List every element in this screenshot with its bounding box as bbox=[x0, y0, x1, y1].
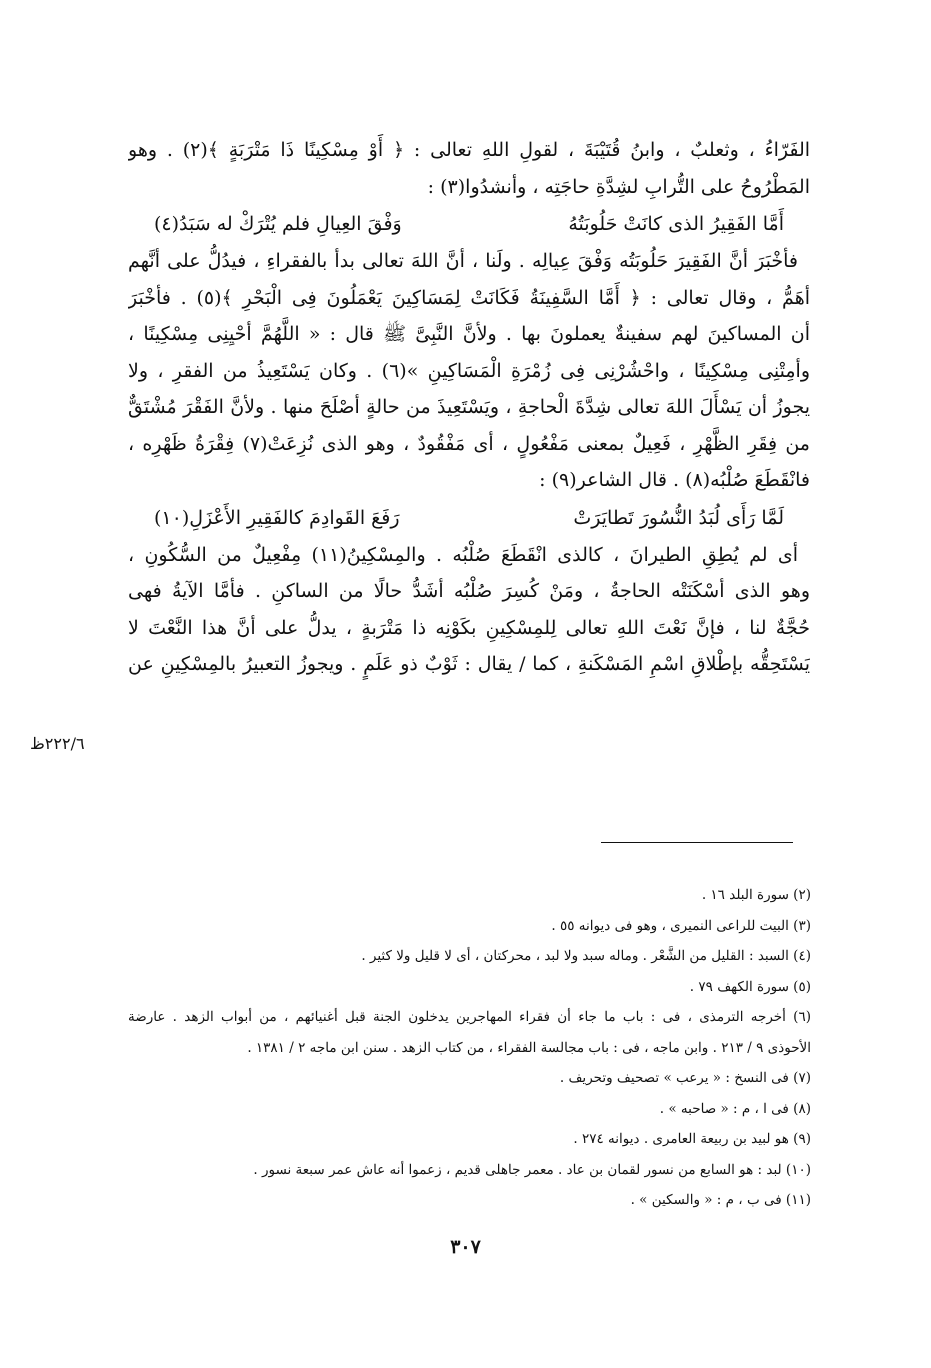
text-line-13: يَسْتَحِقُّه بإطْلاقِ اسْمِ المَسْكَنةِ ، كما / يقال : ثَوْبٌ ذو عَلَمٍ . ويجوزُ التعبيرُ بالمِسْكِينِ عن bbox=[128, 653, 810, 675]
footnote-10: (١٠) لبد : هو السابع من نسور لقمان بن عاد . معمر جاهلى قديم ، زعموا أنه عاش عمر سبعة نسور . bbox=[253, 1161, 811, 1178]
verse-1 bbox=[128, 205, 810, 243]
footnote-5: (٥) سورة الكهف ٧٩ . bbox=[689, 978, 811, 995]
text-line-5: أن المساكينَ لهم سفينةٌ يعملونَ بها . ولأنَّ النَّبِىَّ ﷺ قال : « اللَّهُمَّ أحْيِنِى مِسْكِينًا ، bbox=[128, 323, 810, 345]
footnote-3: (٣) البيت للراعى النميرى ، وهو فى ديوانه ٥٥ . bbox=[551, 917, 811, 934]
verse-2-first-hemistich: لَمَّا رَأَى لُبَدُ النُّسُورَ تَطايَرَتْ bbox=[573, 506, 784, 529]
footnote-6: (٦) أخرجه الترمذى ، فى : باب ما جاء أن فقراء المهاجرين يدخلون الجنة قبل أغنيائهم ، من أبواب الزهد . عارضة bbox=[128, 1009, 811, 1025]
footnote-separator bbox=[601, 842, 793, 843]
margin-folio-reference: ٢٢٢/٦ظ bbox=[30, 734, 85, 753]
footnotes bbox=[128, 880, 811, 1216]
verse-1-first-hemistich: أَمَّا الفَقِيرُ الذى كانَتْ حَلُوبَتُهُ bbox=[568, 213, 784, 235]
verse-2 bbox=[128, 499, 810, 537]
text-line-8: من فِقَرِ الظَّهْرِ ، فَعِيلٌ بمعنى مَفْعُولٍ ، أى مَفْقُودٌ ، وهو الذى نُزِعَتْ(٧) فِقْرَةُ ظَهْرِه ، bbox=[128, 432, 810, 455]
footnote-9: (٩) هو لبيد بن ربيعة العامرى . ديوانه ٢٧٤ . bbox=[573, 1131, 811, 1147]
page-number: ٣٠٧ bbox=[450, 1236, 481, 1258]
verse-2-second-hemistich: رَفَعَ القَوادِمَ كالفَقِيرِ الأَعْزَلِ(١٠) bbox=[154, 506, 400, 529]
footnote-11: (١١) فى ب ، م : « والسكين » . bbox=[630, 1192, 811, 1208]
text-line-4: أهَمُّ ، وقال تعالى : ﴿ أَمَّا السَّفِينَةُ فَكَانَتْ لِمَسَاكِينَ يَعْمَلُونَ فِى الْبَحْرِ ﴾(٥) . فأخْبَرَ bbox=[128, 286, 810, 309]
text-line-9: فانْقَطَعَ صُلْبُه(٨) . قال الشاعر(٩) : bbox=[539, 469, 810, 491]
text-line-12: حُجَّةٌ لنا ، فإنَّ نَعْتَ اللهِ تعالى لِلمِسْكِينِ بكَوْنِه ذا مَتْرَبةٍ ، يدلُّ على أنَّ هذا النَّعْتَ لا bbox=[128, 616, 810, 639]
footnote-6-continued: الأحوذى ٩ / ٢١٣ . وابن ماجه ، فى : باب مجالسة الفقراء ، من كتاب الزهد . سنن ابن ماجه ٢ / ١٣٨١ . bbox=[247, 1039, 811, 1056]
text-line-1: الفَرّاءُ ، وثعلبٌ ، وابنُ قُتَيْبَةَ ، لقولِ اللهِ تعالى : ﴿ أَوْ مِسْكِينًا ذَا مَتْرَبَةٍ ﴾(٢) . وهو bbox=[128, 139, 810, 161]
text-line-6: وأمِتْنِى مِسْكِينًا ، واحْشُرْنِى فِى زُمْرَةِ الْمَسَاكِينِ »(٦) . وكان يَسْتَعِيذُ من الفقرِ ، ولا bbox=[128, 359, 810, 382]
text-line-7: يجوزُ أن يَسْأَلَ اللهَ تعالى شِدَّةَ الْحاجةِ ، ويَسْتَعِيذَ من حالةٍ أصْلَحَ منها . ولأنَّ الفَقْرَ مُشْتَقٌّ bbox=[128, 396, 810, 418]
footnote-8: (٨) فى ا ، م : « صاحبه » . bbox=[659, 1100, 811, 1117]
footnote-2: (٢) سورة البلد ١٦ . bbox=[701, 887, 811, 903]
text-line-11: وهو الذى أسْكَنَتْه الحاجةُ ، ومَنْ كُسِرَ صُلْبُه أشَدُّ حالًا من الساكنِ . فأمَّا الآيةُ فهى bbox=[128, 580, 810, 602]
text-line-2: المَطْرُوحُ على التُّرابِ لشِدَّةِ حاجَتِه ، وأنشدُوا(٣) : bbox=[427, 175, 810, 198]
verse-1-second-hemistich: وَفْقَ العِيالِ فلم يُتْرَكْ له سَبَدُ(٤) bbox=[154, 213, 402, 235]
text-line-10: أى لم يُطِقِ الطيرانَ ، كالذى انْقَطَعَ صُلْبُه . والمِسْكِينُ(١١) مِفْعِيلٌ من السُّكُونِ ، bbox=[128, 543, 798, 566]
footnote-4: (٤) السبد : القليل من الشَّعْر . وماله سبد ولا لبد ، محركتان ، أى لا قليل ولا كثير . bbox=[361, 948, 811, 964]
main-text bbox=[128, 132, 810, 683]
footnote-7: (٧) فى النسخ : « يرعب » تصحيف وتحريف . bbox=[559, 1070, 811, 1086]
text-line-3: فأخْبَرَ أنَّ الفَقِيرَ حَلُوبَتُه وَفْقَ عِيالِه . ولَنا ، أنَّ اللهَ تعالى بدأ بالفقراءِ ، فيدُلُّ على أنَّهم bbox=[128, 250, 798, 272]
